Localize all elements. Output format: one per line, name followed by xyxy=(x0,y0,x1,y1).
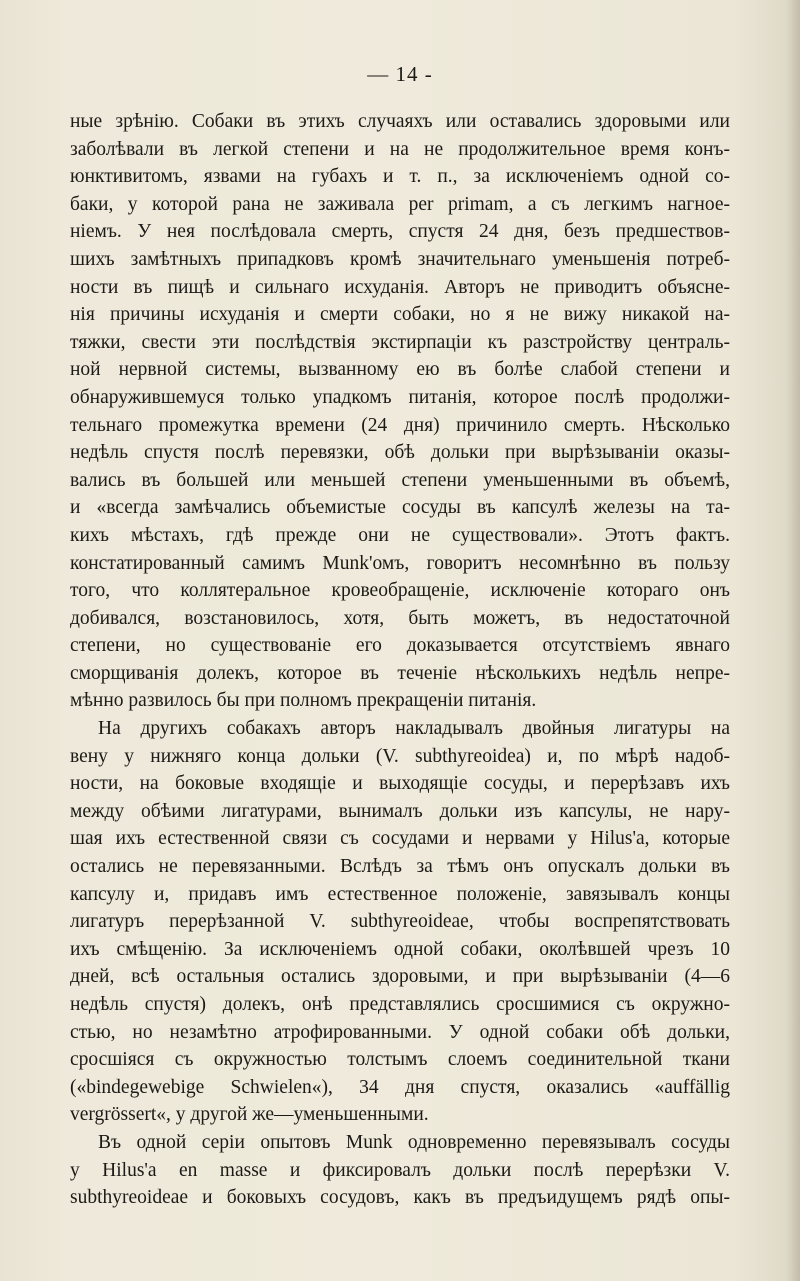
text-line: степени, но существованіе его доказывается отсутствіемъ явнаго xyxy=(70,635,730,657)
text-line: дней, всѣ остальныя остались здоровыми, и при вырѣзываніи (4—6 xyxy=(70,966,730,988)
text-line: кихъ мѣстахъ, гдѣ прежде они не существовали». Этотъ фактъ. xyxy=(70,524,730,546)
text-line: шихъ замѣтныхъ припадковъ кромѣ значительнаго уменьшенія потреб- xyxy=(70,248,730,270)
text-line: («bindegewebige Schwielen«), 34 дня спустя, оказались «auffällig xyxy=(70,1076,730,1098)
text-line: недѣль спустя) долекъ, онѣ представлялись сросшимися съ окружно- xyxy=(70,994,730,1015)
text-line: ные зрѣнію. Собаки въ этихъ случаяхъ или оставались здоровыми или xyxy=(70,111,730,132)
text-line: обнаружившемуся только упадкомъ питанія, которое послѣ продолжи- xyxy=(70,386,730,408)
text-line: стью, но незамѣтно атрофированными. У одной собаки обѣ дольки, xyxy=(70,1021,730,1043)
text-line: добивался, возстановилось, хотя, быть можетъ, въ недостаточной xyxy=(70,607,730,629)
text-line: subthyreoideae и боковыхъ сосудовъ, какъ въ предъидущемъ рядѣ опы- xyxy=(70,1187,730,1209)
text-line: заболѣвали въ легкой степени и на не продолжительное время конъ- xyxy=(70,138,730,160)
text-line: остались не перевязанными. Вслѣдъ за тѣмъ онъ опускалъ дольки въ xyxy=(70,856,730,878)
body-text xyxy=(70,108,730,1212)
text-line: капсулу и, придавъ имъ естественное положеніе, завязывалъ концы xyxy=(70,883,730,905)
text-line: лигатуръ перерѣзанной V. subthyreoideae, чтобы воспрепятствовать xyxy=(70,911,730,933)
text-line: юнктивитомъ, язвами на губахъ и т. п., за исключеніемъ одной со- xyxy=(70,166,730,188)
text-line: вались въ большей или меньшей степени уменьшенными въ объемѣ, xyxy=(70,469,730,491)
text-line: сросшіяся съ окружностью толстымъ слоемъ соединительной ткани xyxy=(70,1049,730,1071)
text-line: вену у нижняго конца дольки (V. subthyreoidea) и, по мѣрѣ надоб- xyxy=(70,745,730,767)
text-line: ности, на боковые входящіе и выходящіе сосуды, и перерѣзавъ ихъ xyxy=(70,773,730,795)
text-line: между обѣими лигатурами, вынималъ дольки изъ капсулы, не нару- xyxy=(70,800,730,822)
text-line: тельнаго промежутка времени (24 дня) причинило смерть. Нѣсколько xyxy=(70,414,730,436)
page-edge-shadow xyxy=(786,0,800,1281)
text-line: нія причины исхуданія и смерти собаки, но я не вижу никакой на- xyxy=(70,304,730,326)
text-line: недѣль спустя послѣ перевязки, обѣ дольки при вырѣзываніи оказы- xyxy=(70,442,730,464)
text-line: шая ихъ естественной связи съ сосудами и нервами у Hilus'а, которые xyxy=(70,828,730,850)
paragraph-start-line: Въ одной серіи опытовъ Munk одновременно перевязывалъ сосуды xyxy=(98,1131,730,1153)
text-line: и «всегда замѣчались объемистые сосуды въ капсулѣ железы на та- xyxy=(70,497,730,519)
paragraph-end-line: vergrössert«, у другой же—уменьшенными. xyxy=(70,1104,429,1126)
text-line: ніемъ. У нея послѣдовала смерть, спустя 24 дня, безъ предшествов- xyxy=(70,221,730,243)
text-line: констатированный самимъ Munk'омъ, говоритъ несомнѣнно въ пользу xyxy=(70,552,730,574)
text-line: того, что коллятеральное кровеобращеніе, исключеніе котораго онъ xyxy=(70,580,730,602)
paragraph-end-line: мѣнно развилось бы при полномъ прекращеніи питанія. xyxy=(70,690,537,712)
text-line: ной нервной системы, вызванному ею въ болѣе слабой степени и xyxy=(70,359,730,381)
text-line: баки, у которой рана не заживала per primam, а съ легкимъ нагное- xyxy=(70,193,730,215)
paragraph-start-line: На другихъ собакахъ авторъ накладывалъ двойныя лигатуры на xyxy=(98,718,730,740)
text-line: тяжки, свести эти послѣдствія экстирпаціи къ разстройству централь- xyxy=(70,331,730,353)
text-line: у Hilus'а en masse и фиксировалъ дольки послѣ перерѣзки V. xyxy=(70,1159,730,1181)
text-line: ихъ смѣщенію. За исключеніемъ одной собаки, околѣвшей чрезъ 10 xyxy=(70,938,730,960)
text-line: ности въ пищѣ и сильнаго исхуданія. Авторъ не приводитъ объясне- xyxy=(70,276,730,298)
text-line: сморщиванія долекъ, которое въ теченіе нѣсколькихъ недѣль непре- xyxy=(70,662,730,684)
page-number: — 14 - xyxy=(367,62,433,86)
